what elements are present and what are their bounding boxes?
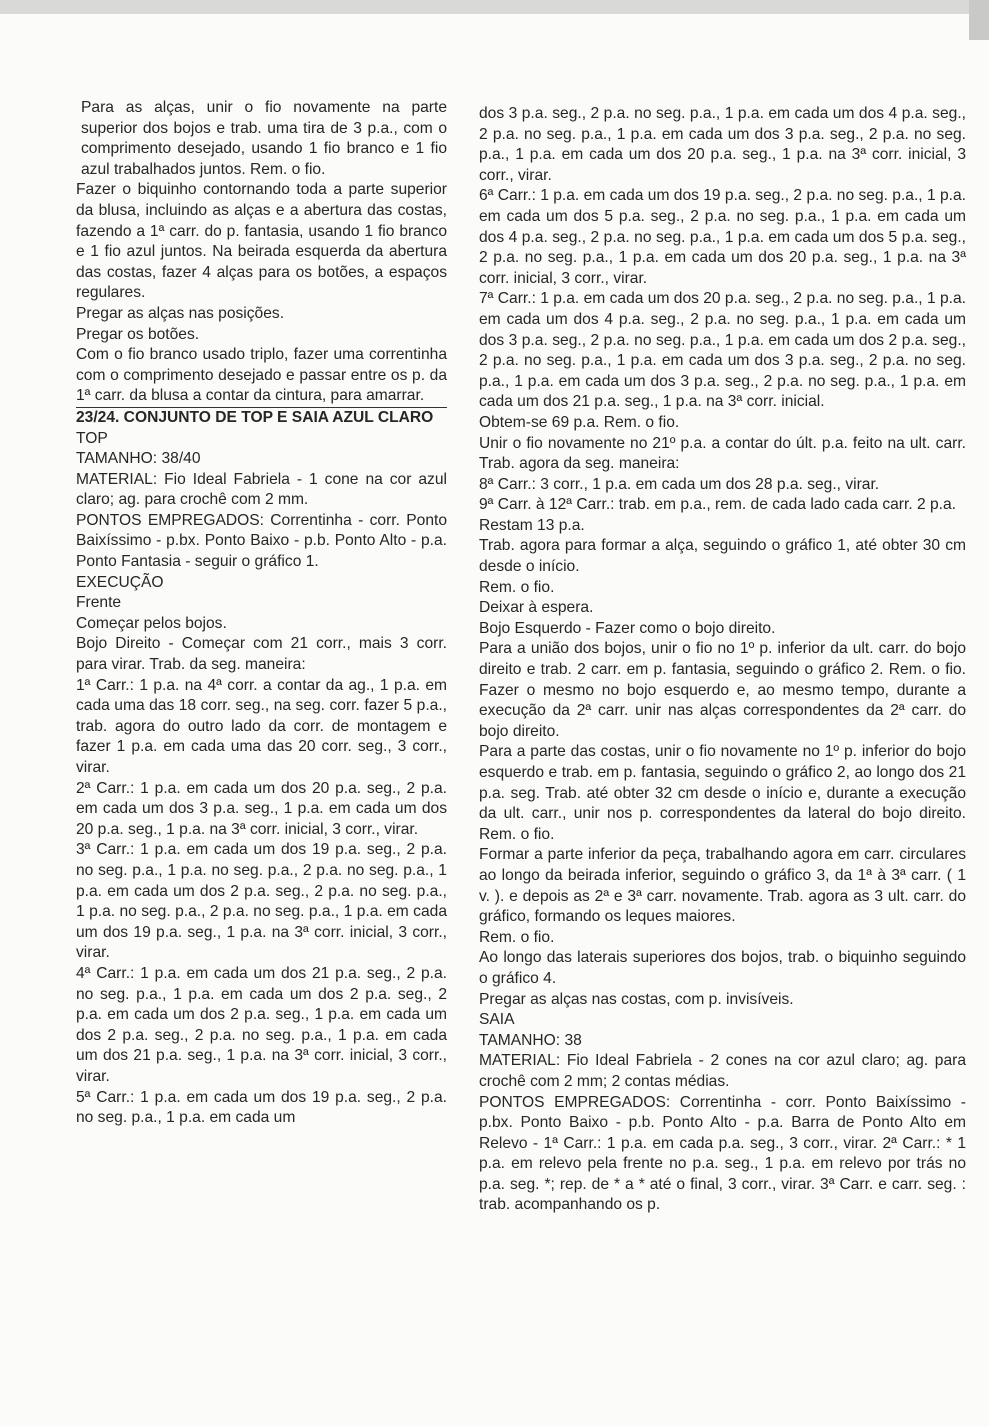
paragraph: Deixar à espera. [479, 599, 594, 617]
paragraph: 4ª Carr.: 1 p.a. em cada um dos 21 p.a. seg., 2 p.a. no seg. p.a., 1 p.a. em cada um dos 2 p.a. seg., 2 p.a. em cada um dos 2 p.a. seg., 1 p.a. em cada um dos 2 p.a. seg., 2 p.a. no seg. p.a., 1 p.a. em cada um dos 21 p.a. seg., 1 p.a. na 3ª corr. inicial, 3 corr., virar. [76, 964, 447, 1085]
scan-corner [969, 0, 989, 40]
paragraph: PONTOS EMPREGADOS: Correntinha - corr. Ponto Baixíssimo - p.bx. Ponto Baixo - p.b. Ponto Alto - p.a. Barra de Ponto Alto em Relevo - 1ª Carr.: 1 p.a. em cada p.a. seg., 3 corr., virar. 2ª Carr.: * 1 p.a. em relevo pela frente no p.a. seg., 1 p.a. em relevo por trás no p.a. seg. *; rep. de * a * até o final, 3 corr., virar. 3ª Carr. e carr. seg. : trab. acompanhando os p. [479, 1093, 966, 1214]
paragraph: Bojo Esquerdo - Fazer como o bojo direito. [479, 619, 776, 637]
paragraph: 3ª Carr.: 1 p.a. em cada um dos 19 p.a. seg., 2 p.a. no seg. p.a., 1 p.a. no seg. p.a., 2 p.a. no seg. p.a., 1 p.a. em cada um dos 2 p.a. seg., 2 p.a. no seg. p.a., 1 p.a. no seg. p.a., 2 p.a. no seg. p.a., 1 p.a. em cada um dos 19 p.a. seg., 1 p.a. na 3ª corr. inicial, 3 corr., virar. [76, 841, 447, 962]
paragraph: Para a união dos bojos, unir o fio no 1º p. inferior da ult. carr. do bojo direito e trab. 2 carr. em p. fantasia, seguindo o gráfico 2. Rem. o fio. Fazer o mesmo no bojo esquerdo e, ao mesmo tempo, durante a execução da 2ª carr. unir nas alças correspondentes da 2ª carr. do bojo direito. [479, 640, 966, 740]
left-column [76, 98, 447, 1129]
paragraph: Formar a parte inferior da peça, trabalhando agora em carr. circulares ao longo da beirada inferior, seguindo o gráfico 3, da 1ª à 3ª carr. ( 1 v. ). e depois as 2ª e 3ª carr. novamente. Trab. agora as 3 ult. carr. do gráfico, formando os leques maiores. [479, 846, 966, 926]
paragraph: 2ª Carr.: 1 p.a. em cada um dos 20 p.a. seg., 2 p.a. em cada um dos 3 p.a. seg., 1 p.a. em cada um dos 20 p.a. seg., 1 p.a. na 3ª corr. inicial, 3 corr., virar. [76, 779, 447, 838]
paragraph: Bojo Direito - Começar com 21 corr., mais 3 corr. para virar. Trab. da seg. maneira: [76, 635, 447, 674]
paragraph: Fazer o biquinho contornando toda a parte superior da blusa, incluindo as alças e a abertura das costas, fazendo a 1ª carr. do p. fantasia, usando 1 fio branco e 1 fio azul juntos. Na beirada esquerda da abertura das costas, fazer 4 alças para os botões, a espaços regulares. [76, 181, 447, 302]
paragraph: Para a parte das costas, unir o fio novamente no 1º p. inferior do bojo esquerdo e trab. em p. fantasia, seguindo o gráfico 2, ao longo dos 21 p.a. seg. Trab. até obter 32 cm desde o início e, durante a execução da ult. carr., unir nos p. correspondentes da lateral do bojo direito. Rem. o fio. [479, 743, 966, 843]
paragraph: 7ª Carr.: 1 p.a. em cada um dos 20 p.a. seg., 2 p.a. no seg. p.a., 1 p.a. em cada um dos 4 p.a. seg., 2 p.a. no seg. p.a., 1 p.a. em cada um dos 3 p.a. seg., 2 p.a. no seg. p.a., 1 p.a. em cada um dos 2 p.a. seg., 2 p.a. no seg. p.a., 1 p.a. em cada um dos 3 p.a. seg., 2 p.a. no seg. p.a., 1 p.a. em cada um dos 3 p.a. seg., 2 p.a. no seg. p.a., 1 p.a. em cada um dos 21 p.a. seg., 1 p.a. na 3ª corr. inicial. [479, 290, 966, 411]
paragraph: TAMANHO: 38/40 [76, 450, 201, 468]
paragraph: Para as alças, unir o fio novamente na parte superior dos bojos e trab. uma tira de 3 p.a., com o comprimento desejado, usando 1 fio branco e 1 fio azul trabalhados juntos. Rem. o fio. [81, 99, 447, 178]
section-heading: 23/24. CONJUNTO DE TOP E SAIA AZUL CLARO [76, 408, 434, 426]
paragraph: 1ª Carr.: 1 p.a. na 4ª corr. a contar da ag., 1 p.a. em cada uma das 18 corr. seg., na seg. corr. fazer 5 p.a., trab. agora do outro lado da corr. de montagem e fazer 1 p.a. em cada uma das 20 corr. seg., 3 corr., virar. [76, 676, 447, 776]
paragraph: 9ª Carr. à 12ª Carr.: trab. em p.a., rem. de cada lado cada carr. 2 p.a. [479, 496, 956, 514]
paragraph: Começar pelos bojos. [76, 614, 227, 632]
paragraph: Obtem-se 69 p.a. Rem. o fio. [479, 413, 680, 431]
paragraph: Ao longo das laterais superiores dos bojos, trab. o biquinho seguindo o gráfico 4. [479, 949, 966, 987]
paragraph: Unir o fio novamente no 21º p.a. a contar do últ. p.a. feito na ult. carr. Trab. agora da seg. maneira: [479, 434, 966, 473]
paragraph: Rem. o fio. [479, 578, 555, 596]
paragraph: 8ª Carr.: 3 corr., 1 p.a. em cada um dos 28 p.a. seg., virar. [479, 475, 880, 493]
paragraph: dos 3 p.a. seg., 2 p.a. no seg. p.a., 1 p.a. em cada um dos 4 p.a. seg., 2 p.a. no seg. p.a., 1 p.a. em cada um dos 3 p.a. seg., 2 p.a. no seg. p.a., 1 p.a. em cada um dos 20 p.a. seg., 1 p.a. na 3ª corr. inicial, 3 corr., virar. [479, 105, 966, 184]
paragraph: EXECUÇÃO [76, 573, 164, 591]
paragraph: Pregar os botões. [76, 325, 200, 343]
paragraph: Com o fio branco usado triplo, fazer uma correntinha com o comprimento desejado e passar entre os p. da 1ª carr. da blusa a contar da cintura, para amarrar. [76, 345, 447, 408]
paragraph: 5ª Carr.: 1 p.a. em cada um dos 19 p.a. seg., 2 p.a. no seg. p.a., 1 p.a. em cada um [76, 1088, 447, 1127]
paragraph: MATERIAL: Fio Ideal Fabriela - 1 cone na cor azul claro; ag. para crochê com 2 mm. [76, 470, 447, 509]
paragraph: PONTOS EMPREGADOS: Correntinha - corr. Ponto Baixíssimo - p.bx. Ponto Baixo - p.b. Ponto Alto - p.a. Ponto Fantasia - seguir o gráfico 1. [76, 511, 447, 571]
paragraph: Restam 13 p.a. [479, 516, 585, 534]
paragraph: Rem. o fio. [479, 928, 555, 946]
paragraph: Frente [76, 594, 122, 612]
paragraph: Trab. agora para formar a alça, seguindo o gráfico 1, até obter 30 cm desde o início. [479, 537, 966, 576]
paragraph: TOP [76, 429, 108, 447]
paragraph: Pregar as alças nas costas, com p. invisíveis. [479, 990, 794, 1008]
right-column [479, 104, 966, 1216]
paragraph: TAMANHO: 38 [479, 1031, 582, 1049]
scan-top-edge [0, 0, 989, 14]
paragraph: 6ª Carr.: 1 p.a. em cada um dos 19 p.a. seg., 2 p.a. no seg. p.a., 1 p.a. em cada um dos 5 p.a. seg., 2 p.a. no seg. p.a., 1 p.a. em cada um dos 4 p.a. seg., 2 p.a. no seg. p.a., 1 p.a. em cada um dos 5 p.a. seg., 2 p.a. no seg. p.a., 1 p.a. em cada um dos 20 p.a. seg., 1 p.a. na 3ª corr. inicial, 3 corr., virar. [479, 187, 966, 287]
paragraph: Pregar as alças nas posições. [76, 304, 285, 322]
paragraph: MATERIAL: Fio Ideal Fabriela - 2 cones na cor azul claro; ag. para crochê com 2 mm; 2 contas médias. [479, 1052, 966, 1090]
paragraph: SAIA [479, 1011, 515, 1029]
